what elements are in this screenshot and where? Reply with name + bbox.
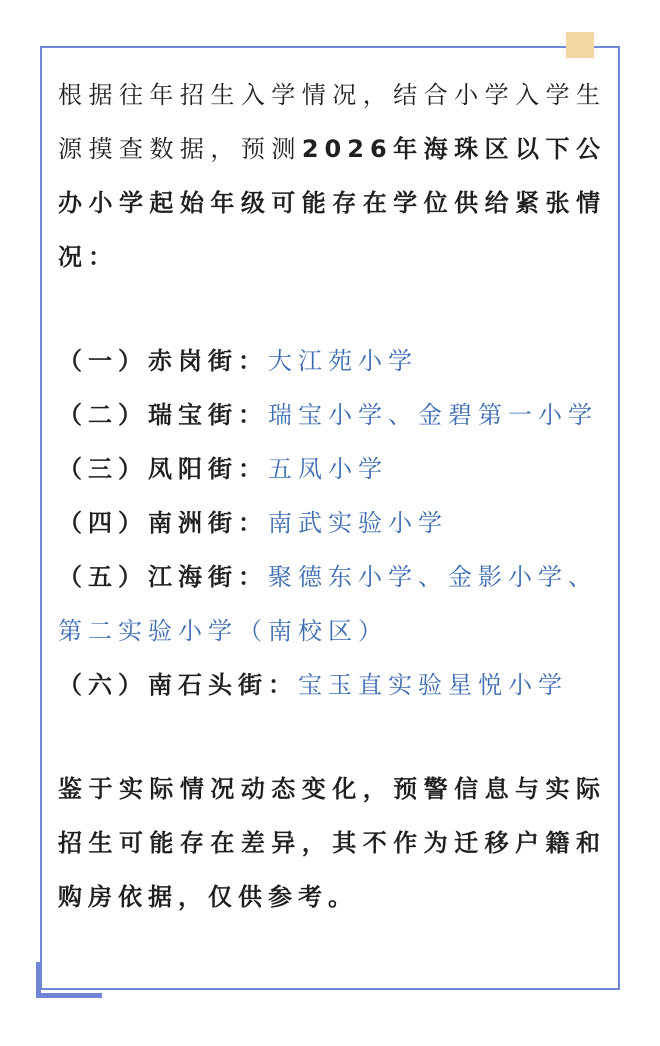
- district-label: （五）江海街：: [58, 563, 268, 591]
- corner-accent-square: [566, 32, 594, 58]
- list-item: [58, 550, 606, 658]
- article-body: [58, 68, 606, 924]
- school-names: 南武实验小学: [268, 509, 448, 537]
- list-item: [58, 442, 606, 496]
- intro-text: 根据往年招生入学情况，结合小学入学生源摸查数据，预测: [58, 81, 606, 163]
- school-names: 宝玉直实验星悦小学: [298, 671, 568, 699]
- school-names: 大江苑小学: [268, 347, 418, 375]
- district-label: （三）凤阳街：: [58, 455, 268, 483]
- district-label: （四）南洲街：: [58, 509, 268, 537]
- corner-accent-bar-bottom: [36, 993, 102, 998]
- district-label: （一）赤岗街：: [58, 347, 268, 375]
- disclaimer-paragraph: 鉴于实际情况动态变化，预警信息与实际招生可能存在差异，其不作为迁移户籍和购房依据，仅供参考。: [58, 775, 606, 911]
- list-item: [58, 496, 606, 550]
- list-item: [58, 388, 606, 442]
- district-label: （六）南石头街：: [58, 671, 298, 699]
- school-names: 五凤小学: [268, 455, 388, 483]
- school-names: 瑞宝小学、金碧第一小学: [268, 401, 598, 429]
- list-item: [58, 658, 606, 712]
- school-names: 聚德东小学、金影小学、第二实验小学（南校区）: [58, 563, 598, 645]
- intro-paragraph: [58, 68, 606, 284]
- list-item: [58, 334, 606, 388]
- district-label: （二）瑞宝街：: [58, 401, 268, 429]
- intro-highlight: 2026年海珠区以下公办小学起始年级可能存在学位供给紧张情况：: [58, 135, 607, 271]
